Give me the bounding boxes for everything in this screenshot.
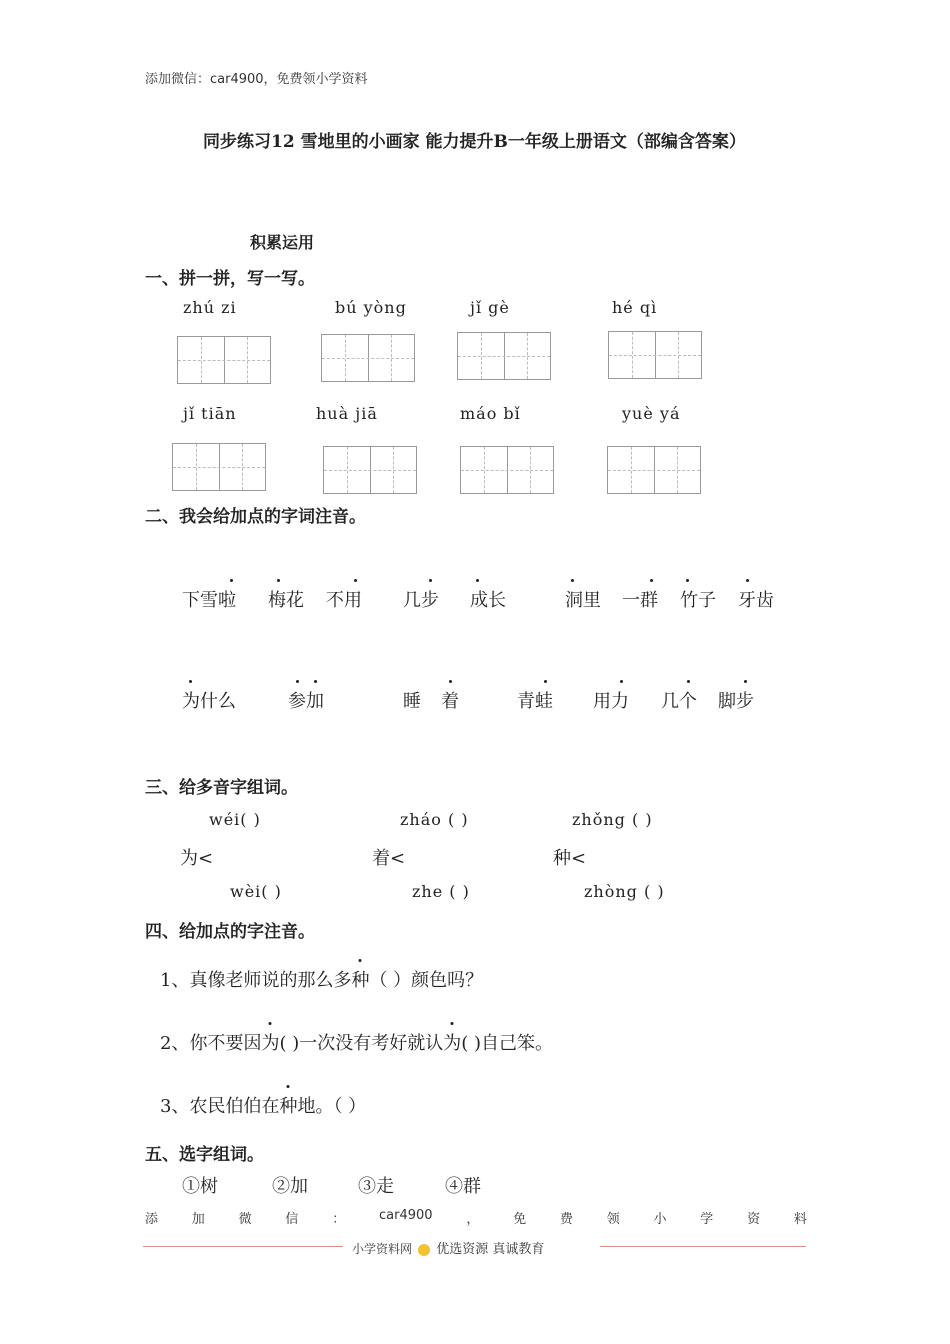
polyphone-char: 种< xyxy=(553,848,587,869)
emphasis-dot xyxy=(449,680,452,683)
emphasis-dot xyxy=(746,579,749,582)
polyphone-char: 着< xyxy=(372,848,406,869)
word-item: 下雪啦 xyxy=(182,590,236,611)
pinyin-2: bú yòng xyxy=(335,298,407,317)
footer-divider xyxy=(600,1246,806,1247)
emphasis-dot xyxy=(744,680,747,683)
emphasis-dot xyxy=(650,579,653,582)
writing-grid[interactable] xyxy=(172,443,266,491)
subheading: 积累运用 xyxy=(250,233,315,252)
word-item: 梅花 xyxy=(268,590,304,611)
pinyin-6: huà jiā xyxy=(316,404,378,423)
writing-grid[interactable] xyxy=(323,446,417,494)
emphasis-dot xyxy=(314,680,317,683)
pinyin-1: zhú zi xyxy=(183,298,237,317)
choice-option: ④群 xyxy=(445,1176,481,1197)
word-item: 牙齿 xyxy=(738,590,774,611)
emphasis-dot xyxy=(277,579,280,582)
word-item: 成长 xyxy=(470,590,506,611)
section2-heading: 二、我会给加点的字词注音。 xyxy=(145,507,366,527)
section4-heading: 四、给加点的字注音。 xyxy=(145,922,315,942)
emphasis-dot xyxy=(476,579,479,582)
word-item: 几步 xyxy=(403,590,439,611)
section5-heading: 五、选字组词。 xyxy=(145,1145,264,1165)
emphasis-dot xyxy=(687,680,690,683)
footer-watermark: 添 加 微 信 ： car4900 ， 免 费 领 小 学 资 料 xyxy=(145,1208,807,1227)
choice-option: ①树 xyxy=(182,1176,218,1197)
dotted-char: 种 xyxy=(351,966,369,992)
header-watermark: 添加微信：car4900，免费领小学资料 xyxy=(145,72,368,87)
word-item: 着 xyxy=(441,691,459,712)
dotted-char: 为 xyxy=(443,1029,461,1055)
polyphone-reading: zhǒng ( ) xyxy=(572,810,653,829)
emphasis-dot xyxy=(686,579,689,582)
question-3: 3、农民伯伯在种地。（ ） xyxy=(160,1092,366,1118)
polyphone-reading: zhe ( ) xyxy=(412,882,470,901)
pinyin-4: hé qì xyxy=(612,298,658,317)
polyphone-reading: wéi( ) xyxy=(209,810,261,829)
writing-grid[interactable] xyxy=(607,446,701,494)
pinyin-7: máo bǐ xyxy=(460,404,521,423)
section3-heading: 三、给多音字组词。 xyxy=(145,778,298,798)
emphasis-dot xyxy=(571,579,574,582)
word-item: 一群 xyxy=(622,590,658,611)
polyphone-reading: zháo ( ) xyxy=(400,810,469,829)
emphasis-dot xyxy=(230,579,233,582)
question-1: 1、真像老师说的那么多种（ ）颜色吗？ xyxy=(160,966,483,992)
emphasis-dot xyxy=(296,680,299,683)
footer-slogan: 优选资源 真诚教育 xyxy=(436,1242,545,1257)
emphasis-dot xyxy=(620,680,623,683)
footer-divider xyxy=(143,1246,343,1247)
emphasis-dot xyxy=(354,579,357,582)
choice-option: ③走 xyxy=(358,1176,394,1197)
mascot-icon xyxy=(418,1244,430,1256)
emphasis-dot xyxy=(189,680,192,683)
word-item: 不用 xyxy=(326,590,362,611)
writing-grid[interactable] xyxy=(321,334,415,382)
footer-logo xyxy=(352,1238,544,1257)
polyphone-reading: zhòng ( ) xyxy=(584,882,665,901)
pinyin-8: yuè yá xyxy=(622,404,681,423)
writing-grid[interactable] xyxy=(177,336,271,384)
polyphone-reading: wèi( ) xyxy=(230,882,282,901)
dotted-char: 种 xyxy=(279,1092,297,1118)
writing-grid[interactable] xyxy=(608,331,702,379)
page-title: 同步练习12 雪地里的小画家 能力提升B一年级上册语文（部编含答案） xyxy=(203,132,746,152)
emphasis-dot xyxy=(429,579,432,582)
logo-text: 小学资料网 xyxy=(352,1242,413,1256)
word-item: 用力 xyxy=(593,691,629,712)
writing-grid[interactable] xyxy=(460,446,554,494)
pinyin-3: jǐ gè xyxy=(470,298,510,317)
question-2: 2、你不要因为( )一次没有考好就认为( )自己笨。 xyxy=(160,1029,553,1055)
word-item: 睡 xyxy=(403,691,421,712)
polyphone-char: 为< xyxy=(180,848,214,869)
choice-option: ②加 xyxy=(272,1176,308,1197)
emphasis-dot xyxy=(544,680,547,683)
writing-grid[interactable] xyxy=(457,332,551,380)
word-item: 脚步 xyxy=(718,691,754,712)
pinyin-5: jǐ tiān xyxy=(183,404,237,423)
section1-heading: 一、拼一拼，写一写。 xyxy=(145,269,315,289)
word-item: 为什么 xyxy=(182,691,236,712)
word-item: 参加 xyxy=(288,691,324,712)
word-item: 竹子 xyxy=(680,590,716,611)
word-item: 洞里 xyxy=(565,590,601,611)
word-item: 几个 xyxy=(661,691,697,712)
dotted-char: 为 xyxy=(261,1029,279,1055)
word-item: 青蛙 xyxy=(517,691,553,712)
